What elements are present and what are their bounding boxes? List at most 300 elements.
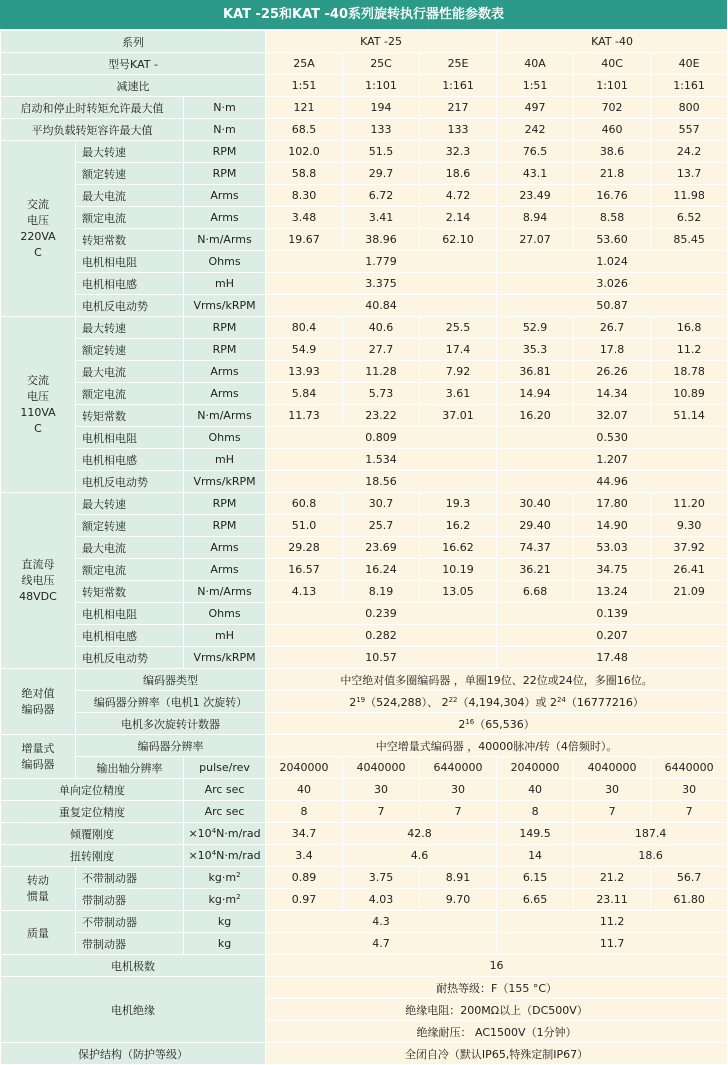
- table-row: [1, 273, 728, 295]
- value-cell: 13.24: [574, 581, 651, 603]
- table-row: [1, 295, 728, 317]
- table-row: [1, 713, 728, 735]
- value-cell: 30: [651, 779, 728, 801]
- value-cell: 0.809: [266, 427, 497, 449]
- value-cell: 11.7: [497, 933, 728, 955]
- value-cell: 32.3: [420, 141, 497, 163]
- value-cell: 36.81: [497, 361, 574, 383]
- table-title: KAT -25和KAT -40系列旋转执行器性能参数表: [0, 0, 727, 30]
- value-cell: 18.78: [651, 361, 728, 383]
- row-label-cell: 额定转速: [76, 163, 184, 185]
- table-row: [1, 779, 728, 801]
- value-cell: 18.56: [266, 471, 497, 493]
- value-cell: 7: [343, 801, 420, 823]
- value-cell: 242: [497, 119, 574, 141]
- row-label-cell: Vrms/kRPM: [184, 647, 266, 669]
- value-cell: 68.5: [266, 119, 343, 141]
- value-cell: 51.14: [651, 405, 728, 427]
- value-cell: 25C: [343, 53, 420, 75]
- table-row: [1, 141, 728, 163]
- row-label-cell: 电机反电动势: [76, 471, 184, 493]
- value-cell: 6.52: [651, 207, 728, 229]
- value-cell: 23.22: [343, 405, 420, 427]
- value-cell: 0.530: [497, 427, 728, 449]
- row-label-cell: RPM: [184, 339, 266, 361]
- table-row: [1, 75, 728, 97]
- value-cell: 17.4: [420, 339, 497, 361]
- value-cell: 6.15: [497, 867, 574, 889]
- table-row: [1, 251, 728, 273]
- row-label-cell: RPM: [184, 141, 266, 163]
- row-label-cell: 扭转刚度: [1, 845, 184, 867]
- row-label-cell: 最大电流: [76, 361, 184, 383]
- value-cell: 3.4: [266, 845, 343, 867]
- value-cell: 21.2: [574, 867, 651, 889]
- value-cell: 23.69: [343, 537, 420, 559]
- value-cell: 27.07: [497, 229, 574, 251]
- value-cell: 53.60: [574, 229, 651, 251]
- value-cell: 5.84: [266, 383, 343, 405]
- value-cell: 51.0: [266, 515, 343, 537]
- value-cell: 4.13: [266, 581, 343, 603]
- value-cell: 80.4: [266, 317, 343, 339]
- value-cell: 37.92: [651, 537, 728, 559]
- row-label-cell: 带制动器: [76, 889, 184, 911]
- table-row: [1, 625, 728, 647]
- value-cell: 21.8: [574, 163, 651, 185]
- value-cell: 4.72: [420, 185, 497, 207]
- value-cell: 中空增量式编码器 ，40000脉冲/转（4倍频时）。: [266, 735, 728, 757]
- value-cell: 30: [574, 779, 651, 801]
- value-cell: 40: [497, 779, 574, 801]
- value-cell: 6.68: [497, 581, 574, 603]
- table-row: [1, 449, 728, 471]
- value-cell: 3.375: [266, 273, 497, 295]
- row-label-cell: $\times 10^4N\cdot m$/rad: [184, 845, 266, 867]
- value-cell: 0.97: [266, 889, 343, 911]
- row-label-cell: 转矩常数: [76, 229, 184, 251]
- row-label-cell: mH: [184, 273, 266, 295]
- value-cell: 耐热等级：F（155 °C）: [266, 977, 728, 999]
- row-label-cell: Vrms/kRPM: [184, 295, 266, 317]
- value-cell: 10.19: [420, 559, 497, 581]
- value-cell: 40: [266, 779, 343, 801]
- row-label-cell: 交流 电压 220VA C: [1, 141, 76, 317]
- value-cell: 10.57: [266, 647, 497, 669]
- row-label-cell: 不带制动器: [76, 911, 184, 933]
- row-label-cell: 电机反电动势: [76, 647, 184, 669]
- row-label-cell: 单向定位精度: [1, 779, 184, 801]
- row-label-cell: 平均负载转矩容许最大值: [1, 119, 184, 141]
- value-cell: 1.024: [497, 251, 728, 273]
- row-label-cell: mH: [184, 625, 266, 647]
- table-row: [1, 867, 728, 889]
- row-label-cell: 额定电流: [76, 383, 184, 405]
- value-cell: 53.03: [574, 537, 651, 559]
- value-cell: 32.07: [574, 405, 651, 427]
- row-label-cell: 电机相电阻: [76, 251, 184, 273]
- value-cell: 26.7: [574, 317, 651, 339]
- table-row: [1, 801, 728, 823]
- value-cell: 25A: [266, 53, 343, 75]
- row-label-cell: 转矩常数: [76, 405, 184, 427]
- value-cell: 40.6: [343, 317, 420, 339]
- value-cell: 35.3: [497, 339, 574, 361]
- row-label-cell: Arms: [184, 185, 266, 207]
- value-cell: 194: [343, 97, 420, 119]
- row-label-cell: 减速比: [1, 75, 266, 97]
- row-label-cell: N·m/Arms: [184, 405, 266, 427]
- value-cell: 16.20: [497, 405, 574, 427]
- value-cell: 4.03: [343, 889, 420, 911]
- value-cell: 中空绝对值多圈编码器 ，单圈19位、22位或24位，多圈16位。: [266, 669, 728, 691]
- value-cell: 14.90: [574, 515, 651, 537]
- row-label-cell: 增量式 编码器: [1, 735, 76, 779]
- value-cell: 702: [574, 97, 651, 119]
- value-cell: 9.70: [420, 889, 497, 911]
- value-cell: 54.9: [266, 339, 343, 361]
- row-label-cell: Ohms: [184, 251, 266, 273]
- value-cell: 40C: [574, 53, 651, 75]
- value-cell: 460: [574, 119, 651, 141]
- value-cell: 61.80: [651, 889, 728, 911]
- row-label-cell: N·m: [184, 119, 266, 141]
- row-label-cell: 电机绝缘: [1, 977, 266, 1043]
- value-cell: 6440000: [651, 757, 728, 779]
- row-label-cell: Arc sec: [184, 779, 266, 801]
- row-label-cell: kg: [184, 911, 266, 933]
- row-label-cell: 转动 惯量: [1, 867, 76, 911]
- value-cell: 149.5: [497, 823, 574, 845]
- value-cell: 26.41: [651, 559, 728, 581]
- value-cell: 8.91: [420, 867, 497, 889]
- value-cell: 16.2: [420, 515, 497, 537]
- value-cell: 557: [651, 119, 728, 141]
- value-cell: 30.40: [497, 493, 574, 515]
- value-cell: 16.76: [574, 185, 651, 207]
- value-cell: 9.30: [651, 515, 728, 537]
- value-cell: 217: [420, 97, 497, 119]
- value-cell: 18.6: [574, 845, 728, 867]
- value-cell: 16.62: [420, 537, 497, 559]
- value-cell: 11.2: [497, 911, 728, 933]
- row-label-cell: 绝对值 编码器: [1, 669, 76, 735]
- row-label-cell: 电机极数: [1, 955, 266, 977]
- value-cell: 121: [266, 97, 343, 119]
- table-row: [1, 669, 728, 691]
- value-cell: 25E: [420, 53, 497, 75]
- row-label-cell: 电机相电阻: [76, 427, 184, 449]
- value-cell: 34.7: [266, 823, 343, 845]
- value-cell: 11.28: [343, 361, 420, 383]
- row-label-cell: 电机相电感: [76, 273, 184, 295]
- table-row: [1, 493, 728, 515]
- value-cell: 133: [420, 119, 497, 141]
- row-label-cell: 额定电流: [76, 559, 184, 581]
- row-label-cell: Vrms/kRPM: [184, 471, 266, 493]
- value-cell: 3.48: [266, 207, 343, 229]
- value-cell: 7: [574, 801, 651, 823]
- table-row: [1, 317, 728, 339]
- row-label-cell: 额定转速: [76, 339, 184, 361]
- value-cell: 17.80: [574, 493, 651, 515]
- row-label-cell: $\times 10^4N\cdot m$/rad: [184, 823, 266, 845]
- value-cell: 29.40: [497, 515, 574, 537]
- value-cell: 38.96: [343, 229, 420, 251]
- value-cell: 26.26: [574, 361, 651, 383]
- row-label-cell: pulse/rev: [184, 757, 266, 779]
- table-row: [1, 515, 728, 537]
- value-cell: 19.67: [266, 229, 343, 251]
- table-row: [1, 427, 728, 449]
- value-cell: 23.49: [497, 185, 574, 207]
- value-cell: 76.5: [497, 141, 574, 163]
- value-cell: 3.026: [497, 273, 728, 295]
- value-cell: 2040000: [266, 757, 343, 779]
- row-label-cell: 型号KAT -: [1, 53, 266, 75]
- value-cell: 23.11: [574, 889, 651, 911]
- value-cell: 30.7: [343, 493, 420, 515]
- value-cell: 1:51: [497, 75, 574, 97]
- row-label-cell: 编码器类型: [76, 669, 266, 691]
- value-cell: 3.61: [420, 383, 497, 405]
- value-cell: 40E: [651, 53, 728, 75]
- table-row: [1, 845, 728, 867]
- value-cell: 21.09: [651, 581, 728, 603]
- table-row: [1, 691, 728, 713]
- value-cell: 133: [343, 119, 420, 141]
- value-cell: 0.239: [266, 603, 497, 625]
- value-cell: 85.45: [651, 229, 728, 251]
- value-cell: 58.8: [266, 163, 343, 185]
- value-cell: 800: [651, 97, 728, 119]
- value-cell: 74.37: [497, 537, 574, 559]
- value-cell: 17.48: [497, 647, 728, 669]
- row-label-cell: N·m/Arms: [184, 581, 266, 603]
- row-label-cell: 转矩常数: [76, 581, 184, 603]
- value-cell: 40.84: [266, 295, 497, 317]
- row-label-cell: 倾覆刚度: [1, 823, 184, 845]
- value-cell: 1.207: [497, 449, 728, 471]
- value-cell: 40A: [497, 53, 574, 75]
- value-cell: 0.89: [266, 867, 343, 889]
- table-row: [1, 735, 728, 757]
- table-row: [1, 559, 728, 581]
- table-row: [1, 823, 728, 845]
- value-cell: 4040000: [574, 757, 651, 779]
- value-cell: 11.2: [651, 339, 728, 361]
- value-cell: 绝缘电阻：200MΩ以上（DC500V）: [266, 999, 728, 1021]
- value-cell: KAT -25: [266, 31, 497, 53]
- table-row: [1, 163, 728, 185]
- value-cell: 8: [497, 801, 574, 823]
- value-cell: 38.6: [574, 141, 651, 163]
- value-cell: 25.7: [343, 515, 420, 537]
- value-cell: 8: [266, 801, 343, 823]
- value-cell: 11.73: [266, 405, 343, 427]
- value-cell: 10.89: [651, 383, 728, 405]
- value-cell: 51.5: [343, 141, 420, 163]
- table-row: [1, 31, 728, 53]
- value-cell: 1.534: [266, 449, 497, 471]
- row-label-cell: 最大转速: [76, 493, 184, 515]
- table-row: [1, 955, 728, 977]
- row-label-cell: 输出轴分辨率: [76, 757, 184, 779]
- row-label-cell: N·m: [184, 97, 266, 119]
- table-row: [1, 339, 728, 361]
- value-cell: 16.8: [651, 317, 728, 339]
- value-cell: 17.8: [574, 339, 651, 361]
- value-cell: 6.65: [497, 889, 574, 911]
- value-cell: 18.6: [420, 163, 497, 185]
- value-cell: 50.87: [497, 295, 728, 317]
- table-row: [1, 229, 728, 251]
- value-cell: 36.21: [497, 559, 574, 581]
- value-cell: 1.779: [266, 251, 497, 273]
- value-cell: 187.4: [574, 823, 728, 845]
- table-row: [1, 647, 728, 669]
- row-label-cell: Arms: [184, 383, 266, 405]
- value-cell: 56.7: [651, 867, 728, 889]
- row-label-cell: 最大转速: [76, 317, 184, 339]
- value-cell: 8.58: [574, 207, 651, 229]
- row-label-cell: N·m/Arms: [184, 229, 266, 251]
- row-label-cell: RPM: [184, 493, 266, 515]
- value-cell: 0.139: [497, 603, 728, 625]
- value-cell: 4.7: [266, 933, 497, 955]
- value-cell: 全闭自冷（默认IP65,特殊定制IP67）: [266, 1043, 728, 1065]
- value-cell: 52.9: [497, 317, 574, 339]
- table-row: [1, 603, 728, 625]
- row-label-cell: 电机相电感: [76, 625, 184, 647]
- table-row: [1, 119, 728, 141]
- value-cell: 14.34: [574, 383, 651, 405]
- table-row: [1, 1043, 728, 1065]
- row-label-cell: kg: [184, 933, 266, 955]
- value-cell: 4040000: [343, 757, 420, 779]
- row-label-cell: RPM: [184, 163, 266, 185]
- value-cell: 16.24: [343, 559, 420, 581]
- value-cell: 43.1: [497, 163, 574, 185]
- value-cell: 42.8: [343, 823, 497, 845]
- table-row: [1, 889, 728, 911]
- table-row: [1, 405, 728, 427]
- table-row: [1, 933, 728, 955]
- row-label-cell: 直流母 线电压 48VDC: [1, 493, 76, 669]
- table-row: [1, 97, 728, 119]
- value-cell: 4.3: [266, 911, 497, 933]
- value-cell: 62.10: [420, 229, 497, 251]
- row-label-cell: RPM: [184, 515, 266, 537]
- value-cell: 0.207: [497, 625, 728, 647]
- row-label-cell: 电机多次旋转计数器: [76, 713, 266, 735]
- value-cell: 13.7: [651, 163, 728, 185]
- value-cell: 25.5: [420, 317, 497, 339]
- value-cell: $2^{16}(65,536)$: [266, 713, 728, 735]
- table-row: [1, 471, 728, 493]
- row-label-cell: Arms: [184, 361, 266, 383]
- value-cell: 6440000: [420, 757, 497, 779]
- value-cell: 0.282: [266, 625, 497, 647]
- value-cell: 1:51: [266, 75, 343, 97]
- row-label-cell: 交流 电压 110VA C: [1, 317, 76, 493]
- value-cell: 16.57: [266, 559, 343, 581]
- value-cell: 34.75: [574, 559, 651, 581]
- row-label-cell: 不带制动器: [76, 867, 184, 889]
- row-label-cell: Arms: [184, 537, 266, 559]
- value-cell: 6.72: [343, 185, 420, 207]
- value-cell: 8.94: [497, 207, 574, 229]
- value-cell: 30: [420, 779, 497, 801]
- value-cell: 13.05: [420, 581, 497, 603]
- value-cell: 2.14: [420, 207, 497, 229]
- table-row: [1, 53, 728, 75]
- value-cell: 14.94: [497, 383, 574, 405]
- value-cell: 绝缘耐压： AC1500V（1分钟）: [266, 1021, 728, 1043]
- value-cell: 8.19: [343, 581, 420, 603]
- value-cell: 3.41: [343, 207, 420, 229]
- value-cell: 24.2: [651, 141, 728, 163]
- value-cell: 497: [497, 97, 574, 119]
- value-cell: 11.20: [651, 493, 728, 515]
- value-cell: 4.6: [343, 845, 497, 867]
- value-cell: 19.3: [420, 493, 497, 515]
- row-label-cell: 编码器分辨率（电机1 次旋转）: [76, 691, 266, 713]
- row-label-cell: 电机相电感: [76, 449, 184, 471]
- row-label-cell: 电机相电阻: [76, 603, 184, 625]
- value-cell: 60.8: [266, 493, 343, 515]
- row-label-cell: 重复定位精度: [1, 801, 184, 823]
- value-cell: 44.96: [497, 471, 728, 493]
- row-label-cell: 系列: [1, 31, 266, 53]
- value-cell: 5.73: [343, 383, 420, 405]
- value-cell: 1:161: [420, 75, 497, 97]
- table-row: [1, 977, 728, 999]
- value-cell: 1:101: [343, 75, 420, 97]
- value-cell: 29.7: [343, 163, 420, 185]
- table-row: [1, 537, 728, 559]
- row-label-cell: $kg\cdot m^2$: [184, 889, 266, 911]
- value-cell: 11.98: [651, 185, 728, 207]
- row-label-cell: Ohms: [184, 427, 266, 449]
- row-label-cell: Arms: [184, 559, 266, 581]
- table-row: [1, 185, 728, 207]
- row-label-cell: Arms: [184, 207, 266, 229]
- table-row: [1, 207, 728, 229]
- row-label-cell: 最大电流: [76, 537, 184, 559]
- value-cell: 7: [651, 801, 728, 823]
- value-cell: 7: [420, 801, 497, 823]
- row-label-cell: 带制动器: [76, 933, 184, 955]
- row-label-cell: 额定电流: [76, 207, 184, 229]
- table-row: [1, 581, 728, 603]
- row-label-cell: 最大电流: [76, 185, 184, 207]
- row-label-cell: 保护结构（防护等级）: [1, 1043, 266, 1065]
- row-label-cell: 质量: [1, 911, 76, 955]
- value-cell: 37.01: [420, 405, 497, 427]
- value-cell: 13.93: [266, 361, 343, 383]
- row-label-cell: 额定转速: [76, 515, 184, 537]
- row-label-cell: RPM: [184, 317, 266, 339]
- row-label-cell: Arc sec: [184, 801, 266, 823]
- value-cell: 16: [266, 955, 728, 977]
- value-cell: 1:101: [574, 75, 651, 97]
- row-label-cell: mH: [184, 449, 266, 471]
- row-label-cell: 启动和停止时转矩允许最大值: [1, 97, 184, 119]
- table-row: [1, 361, 728, 383]
- value-cell: 8.30: [266, 185, 343, 207]
- row-label-cell: Ohms: [184, 603, 266, 625]
